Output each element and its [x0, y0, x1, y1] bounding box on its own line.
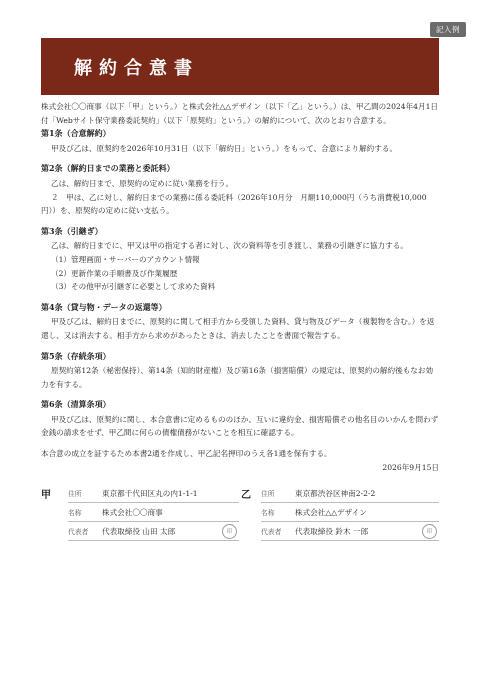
field-label: 代表者 — [68, 528, 89, 536]
party-a-name-row — [68, 503, 239, 522]
article-text: 乙は、解約日まで、原契約の定めに従い業務を行う。 — [51, 178, 234, 188]
article-6 — [41, 398, 439, 440]
article-text: 原契約第12条（秘密保持）、第14条（知的財産権）及び第16条（損害賠償）の規定は、原契約の解約後もなお効力を有する。 — [41, 366, 434, 389]
seal-stamp-icon: 印 — [222, 524, 237, 539]
article-text: 甲及び乙は、原契約に関し、本合意書に定めるもののほか、互いに違約金、損害賠償その他名目のいかんを問わず金銭の請求をせず、甲乙間に何らの債権債務がないことを相互に確認する。 — [41, 414, 439, 438]
article-4 — [41, 301, 439, 343]
article-title: 第5条（存続条項） — [41, 350, 111, 361]
article-title: 第6条（清算条項） — [41, 399, 111, 410]
article-text: ２ 甲は、乙に対し、解約日までの業務に係る委託料（2026年10月分 月額110,000円（うち消費税10,000円））を、原契約の定めに従い支払う。 — [41, 192, 427, 216]
party-a-rep-row — [68, 522, 239, 541]
list-item: （3）その他甲が引継ぎに必要として求めた資料 — [51, 282, 216, 292]
article-3 — [41, 225, 439, 294]
article-text: 甲及び乙は、原契約を2026年10月31日（以下「解約日」という。）をもって、合意により解約する。 — [51, 143, 398, 153]
party-b-rep-row — [261, 522, 439, 541]
field-label: 名称 — [68, 509, 82, 517]
field-label: 住所 — [261, 490, 275, 498]
signature-block — [41, 484, 439, 544]
party-b-representative: 代表取締役 鈴木 一郎 — [295, 526, 369, 536]
field-label: 住所 — [68, 490, 82, 498]
party-a-representative: 代表取締役 山田 太郎 — [102, 526, 176, 536]
field-label: 名称 — [261, 509, 275, 517]
party-b-mark: 乙 — [241, 490, 251, 501]
party-b-name-row — [261, 503, 439, 522]
article-title: 第3条（引継ぎ） — [41, 225, 103, 236]
party-b-address: 東京都渋谷区神南2-2-2 — [295, 488, 376, 498]
article-5 — [41, 350, 439, 392]
example-badge: 記入例 — [430, 22, 466, 37]
party-b-name: 株式会社△△デザイン — [295, 507, 367, 517]
field-label: 代表者 — [261, 528, 282, 536]
seal-stamp-icon: 印 — [422, 524, 437, 539]
agreement-date: 2026年9月15日 — [382, 462, 439, 472]
article-title: 第4条（貸与物・データの返還等） — [41, 301, 167, 312]
document-body — [41, 100, 439, 474]
article-text: 甲及び乙は、解約日までに、原契約に関して相手方から受領した資料、貸与物及びデータ（複製物を含む。）を返還し、又は消去する。相手方から求めがあったときは、消去したことを書面で報告する。 — [41, 317, 435, 340]
article-text: 乙は、解約日までに、甲又は甲の指定する者に対し、次の資料等を引き渡し、業務の引継ぎに協力する。 — [51, 241, 408, 251]
party-a-mark: 甲 — [41, 490, 51, 501]
list-item: （2）更新作業の手順書及び作業履歴 — [51, 268, 178, 278]
title-banner — [41, 38, 439, 95]
document-title: 解約合意書 — [74, 57, 199, 79]
list-item: （1）管理画面・サーバーのアカウント情報 — [51, 254, 200, 264]
party-a-address: 東京都千代田区丸の内1-1-1 — [102, 488, 198, 498]
intro-paragraph: 株式会社〇〇商事（以下「甲」という。）と株式会社△△デザイン（以下「乙」という。）は、甲乙間の2024年4月1日付「Webサイト保守業務委託契約」（以下「原契約」という。）の解約について、次のとおり合意する。 — [41, 102, 439, 125]
article-2 — [41, 162, 439, 217]
party-a-name: 株式会社〇〇商事 — [102, 507, 163, 517]
article-title: 第1条（合意解約） — [41, 128, 111, 139]
party-b-address-row — [261, 484, 439, 503]
article-1 — [41, 127, 439, 155]
closing-statement: 本合意の成立を証するため本書2通を作成し、甲乙記名押印のうえ各1通を保有する。 — [41, 449, 332, 459]
party-a-address-row — [68, 484, 239, 503]
article-title: 第2条（解約日までの業務と委託料） — [41, 163, 175, 174]
